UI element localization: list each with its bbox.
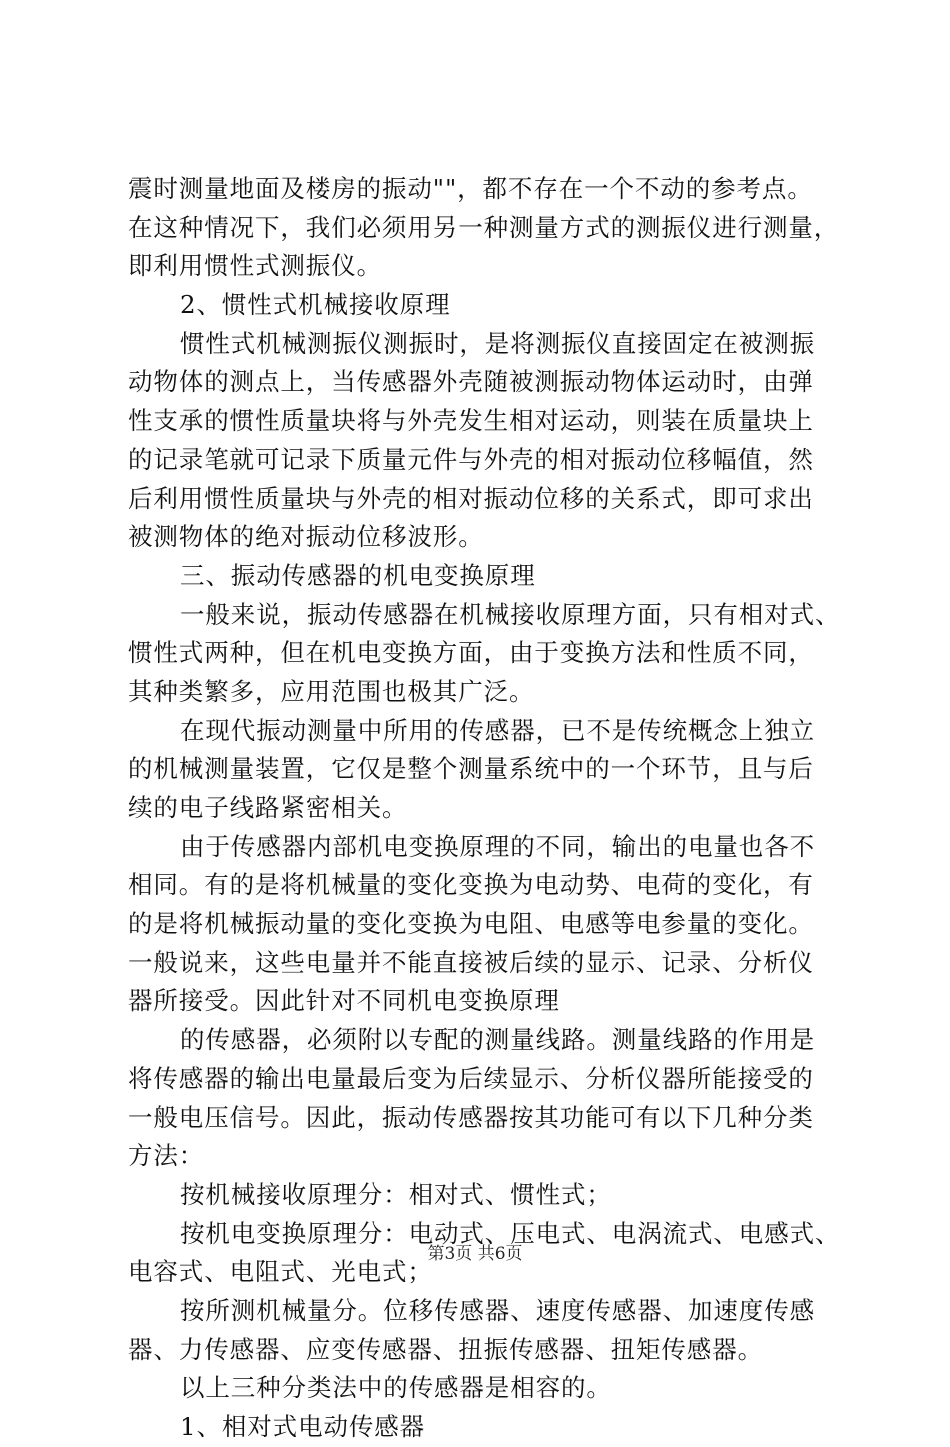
text-line: 惯性式两种，但在机电变换方面，由于变换方法和性质不同， [128,638,814,668]
text-line: 三、振动传感器的机电变换原理 [180,560,536,590]
text-line: 器、力传感器、应变传感器、扭振传感器、扭矩传感器。 [128,1334,763,1364]
text-line: 的记录笔就可记录下质量元件与外壳的相对振动位移幅值，然 [128,444,814,474]
text-line: 相同。有的是将机械量的变化变换为电动势、电荷的变化，有 [128,870,814,900]
text-line: 按机械接收原理分：相对式、惯性式； [180,1179,612,1209]
text-line: 的是将机械振动量的变化变换为电阻、电感等电参量的变化。 [128,909,814,939]
text-line: 一般来说，振动传感器在机械接收原理方面，只有相对式、 [180,599,841,629]
text-line: 按机电变换原理分：电动式、压电式、电涡流式、电感式、 [180,1218,841,1248]
text-line: 的传感器，必须附以专配的测量线路。测量线路的作用是 [180,1025,815,1055]
text-line: 其种类繁多，应用范围也极其广泛。 [128,676,535,706]
text-line: 性支承的惯性质量块将与外壳发生相对运动，则装在质量块上 [128,406,814,436]
page-footer: 第3页 共6页 [427,1244,523,1264]
text-line: 续的电子线路紧密相关。 [128,793,408,822]
text-line: 一般电压信号。因此，振动传感器按其功能可有以下几种分类 [128,1102,814,1132]
text-line: 被测物体的绝对振动位移波形。 [128,522,484,552]
text-line: 即利用惯性式测振仪。 [128,251,382,281]
text-line: 方法： [128,1141,205,1171]
text-line: 2、惯性式机械接收原理 [180,290,451,320]
text-line: 在现代振动测量中所用的传感器，已不是传统概念上独立 [180,715,815,745]
text-line: 动物体的测点上，当传感器外壳随被测振动物体运动时，由弹 [128,367,814,397]
text-line: 将传感器的输出电量最后变为后续显示、分析仪器所能接受的 [128,1063,814,1093]
text-line: 后利用惯性质量块与外壳的相对振动位移的关系式，即可求出 [128,483,814,513]
text-line: 1、相对式电动传感器 [180,1412,426,1441]
text-line: 一般说来，这些电量并不能直接被后续的显示、记录、分析仪 [128,947,814,977]
text-line: 震时测量地面及楼房的振动""，都不存在一个不动的参考点。 [128,174,813,203]
text-line: 惯性式机械测振仪测振时，是将测振仪直接固定在被测振 [180,328,815,358]
text-line: 器所接受。因此针对不同机电变换原理 [128,986,560,1016]
text-line: 在这种情况下，我们必须用另一种测量方式的测振仪进行测量， [128,212,840,242]
text-line: 电容式、电阻式、光电式； [128,1257,433,1287]
text-line: 的机械测量装置，它仅是整个测量系统中的一个环节，且与后 [128,754,814,784]
text-line: 以上三种分类法中的传感器是相容的。 [180,1373,612,1403]
text-line: 按所测机械量分。位移传感器、速度传感器、加速度传感 [180,1295,815,1325]
text-line: 由于传感器内部机电变换原理的不同，输出的电量也各不 [180,831,815,861]
